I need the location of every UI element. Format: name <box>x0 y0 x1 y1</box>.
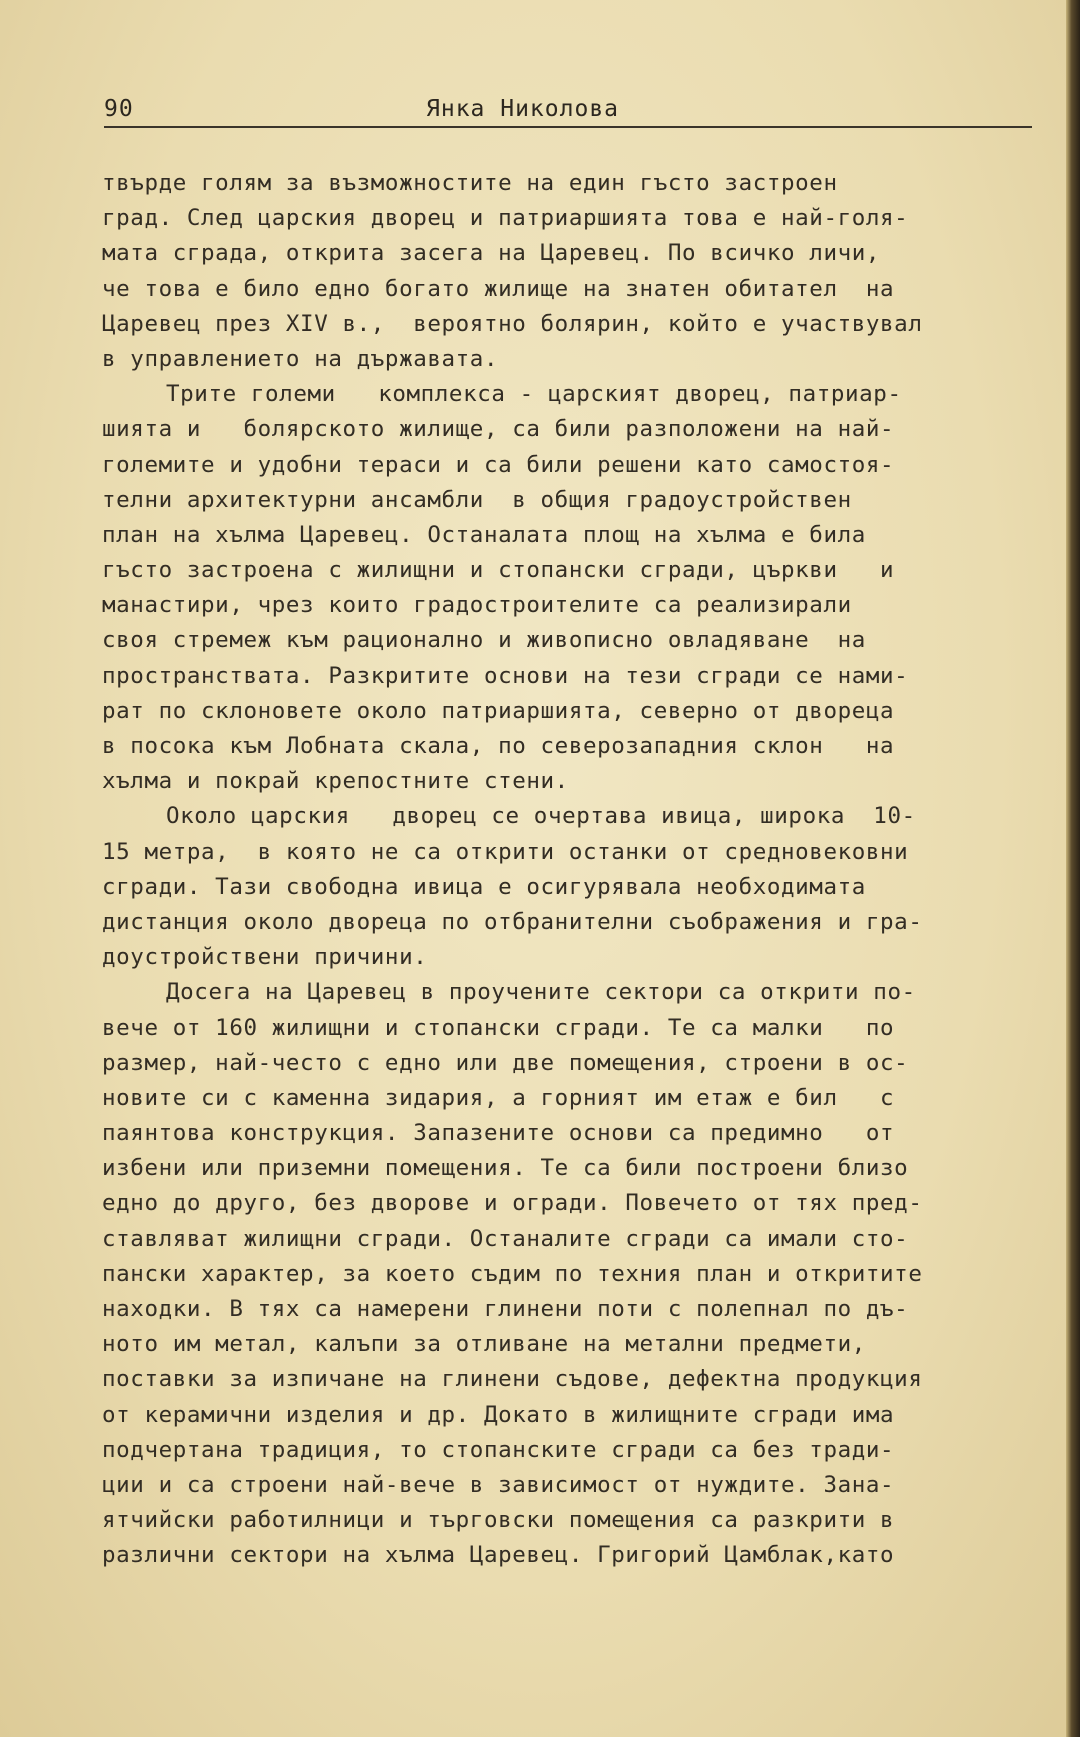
text-line: избени или приземни помещения. Те са били построени близо <box>102 1155 909 1182</box>
text-line: вече от 160 жилищни и стопански сгради. Те са малки по <box>102 1014 895 1041</box>
text-line: рат по склоновете около патриаршията, северно от двореца <box>102 697 895 724</box>
text-line: в управлението на държавата. <box>102 345 499 372</box>
text-line: Царевец през XIV в., вероятно болярин, който е участвувал <box>102 310 923 337</box>
paragraph-first-line: Около царския дворец се очертава ивица, широка 10- <box>166 803 916 830</box>
text-line: твърде голям за възможностите на един гъсто застроен <box>102 170 838 196</box>
page-header <box>104 96 1032 126</box>
header-rule <box>104 126 1032 128</box>
text-line: ставляват жилищни сгради. Останалите сгради са имали сто- <box>102 1225 909 1252</box>
text-line: ции и са строени най-вече в зависимост от нуждите. Зана- <box>102 1471 895 1498</box>
page-number: 90 <box>104 96 134 122</box>
text-line: град. След царския дворец и патриаршията това е най-голя- <box>102 205 909 232</box>
text-line: доустройствени причини. <box>102 944 428 971</box>
running-head: Янка Николова <box>426 96 620 122</box>
text-line: размер, най-често с едно или две помещения, строени в ос- <box>102 1049 909 1076</box>
text-line: от керамични изделия и др. Докато в жилищните сгради има <box>102 1401 895 1428</box>
text-line: едно до друго, без дворове и огради. Повечето от тях пред- <box>102 1190 923 1217</box>
page-edge-shadow <box>1066 0 1080 1737</box>
paragraph-first-line: Трите големи комплекса - царският дворец, патриар- <box>166 381 902 408</box>
text-line: 15 метра, в която не са открити останки от средновековни <box>102 838 909 865</box>
text-line: новите си с каменна зидария, а горният им етаж е бил с <box>102 1084 895 1111</box>
text-line: манастири, чрез които градостроителите са реализирали <box>102 592 852 619</box>
text-line: своя стремеж към рационално и живописно овладяване на <box>102 627 866 654</box>
text-line: ното им метал, калъпи за отливане на метални предмети, <box>102 1331 866 1358</box>
text-line: различни сектори на хълма Царевец. Григорий Цамблак,като <box>102 1542 895 1569</box>
text-line: план на хълма Царевец. Останалата площ на хълма е била <box>102 521 866 548</box>
text-line: дистанция около двореца по отбранителни съображения и гра- <box>102 908 923 935</box>
text-line: в посока към Лобната скала, по северозападния склон на <box>102 733 895 759</box>
text-line: пространствата. Разкритите основи на тези сгради се нами- <box>102 662 909 689</box>
text-line: телни архитектурни ансамбли в общия градоустройствен <box>102 486 852 513</box>
text-line: сгради. Тази свободна ивица е осигурявала необходимата <box>102 873 866 900</box>
text-line: мата сграда, открита засега на Царевец. По всичко личи, <box>102 240 881 267</box>
text-line: шията и болярското жилище, са били разположени на най- <box>102 416 895 443</box>
text-line: подчертана традиция, то стопанските сгради са без тради- <box>102 1436 895 1463</box>
text-line: находки. В тях са намерени глинени поти с полепнал по дъ- <box>102 1296 909 1322</box>
text-line: хълма и покрай крепостните стени. <box>102 768 569 795</box>
paragraph-first-line: Досега на Царевец в проучените сектори са открити по- <box>166 979 916 1006</box>
text-line: паянтова конструкция. Запазените основи са предимно от <box>102 1120 895 1147</box>
text-line: пански характер, за което съдим по техния план и откритите <box>102 1260 923 1287</box>
text-line: поставки за изпичане на глинени съдове, дефектна продукция <box>102 1366 923 1393</box>
text-line: че това е било едно богато жилище на знатен обитател на <box>102 275 895 302</box>
body-text <box>102 166 1042 1574</box>
text-line: ятчийски работилници и търговски помещения са разкрити в <box>102 1507 895 1534</box>
text-line: гъсто застроена с жилищни и стопански сгради, църкви и <box>102 557 895 584</box>
text-line: големите и удобни тераси и са били решени като самостоя- <box>102 451 895 478</box>
